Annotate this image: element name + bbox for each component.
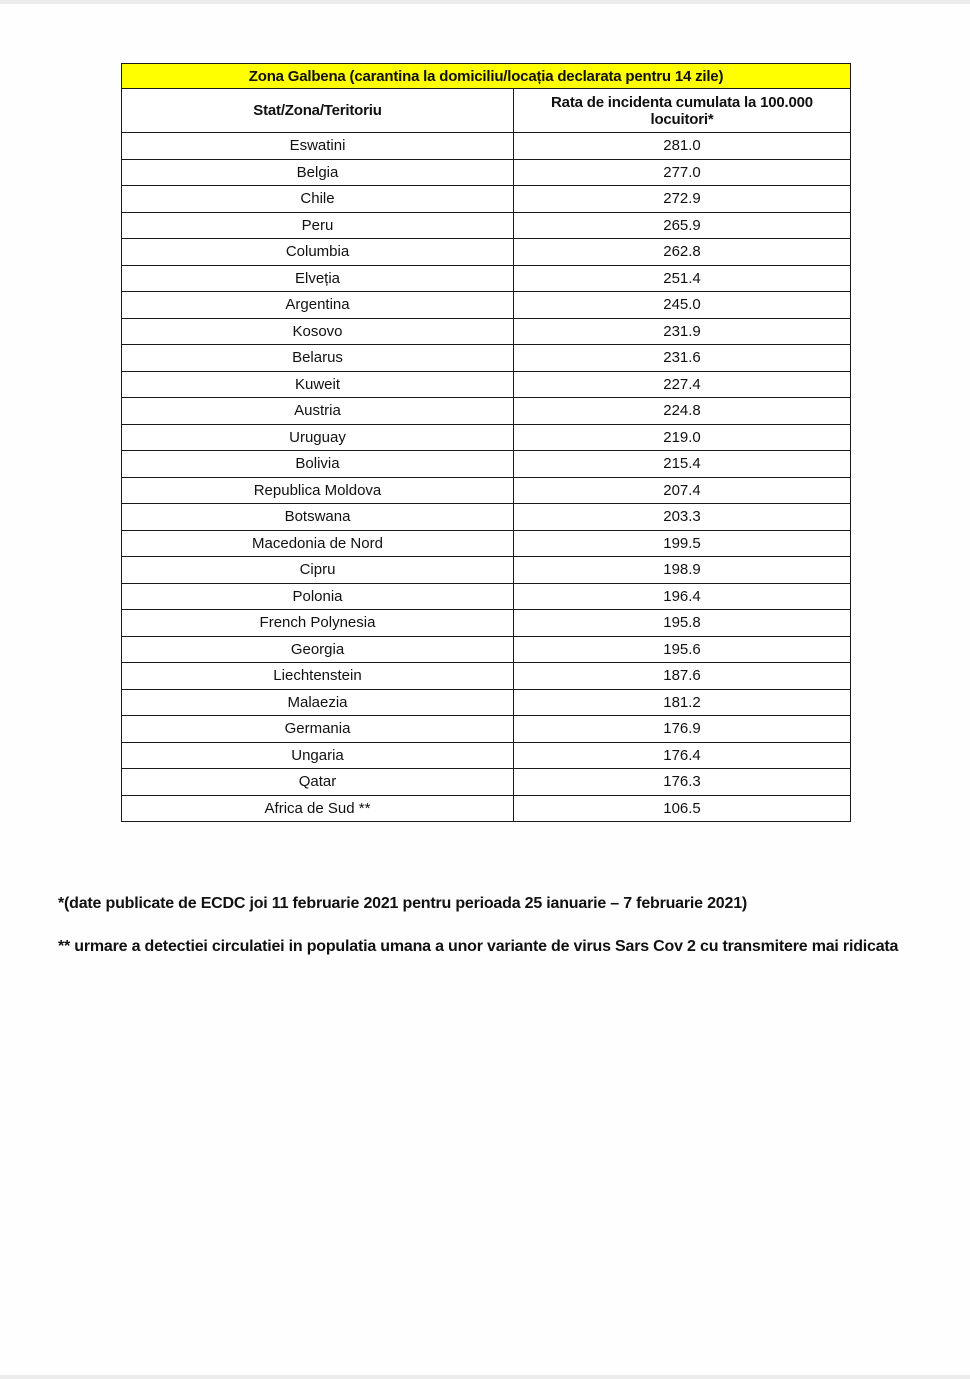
rate-cell: 265.9 bbox=[514, 212, 851, 239]
country-cell: Argentina bbox=[122, 292, 514, 319]
rate-cell: 231.6 bbox=[514, 345, 851, 372]
column-header-rate bbox=[514, 89, 851, 133]
table-row bbox=[122, 689, 851, 716]
footnote-variant: ** urmare a detectiei circulatiei in populatia umana a unor variante de virus Sars Cov 2 cu transmitere mai ridicata bbox=[58, 938, 899, 955]
table-row bbox=[122, 345, 851, 372]
table-row bbox=[122, 292, 851, 319]
rate-cell: 277.0 bbox=[514, 159, 851, 186]
country-cell: Uruguay bbox=[122, 424, 514, 451]
rate-cell: 272.9 bbox=[514, 186, 851, 213]
table-row bbox=[122, 133, 851, 160]
table-row bbox=[122, 159, 851, 186]
column-header-country: Stat/Zona/Teritoriu bbox=[122, 89, 514, 133]
country-cell: Chile bbox=[122, 186, 514, 213]
country-cell: Polonia bbox=[122, 583, 514, 610]
table-row bbox=[122, 371, 851, 398]
table-row bbox=[122, 265, 851, 292]
table-row bbox=[122, 318, 851, 345]
table-row bbox=[122, 795, 851, 822]
country-cell: Austria bbox=[122, 398, 514, 425]
rate-cell: 106.5 bbox=[514, 795, 851, 822]
table-row bbox=[122, 398, 851, 425]
table-title-row bbox=[122, 64, 851, 89]
table-row bbox=[122, 212, 851, 239]
table-row bbox=[122, 557, 851, 584]
country-cell: Georgia bbox=[122, 636, 514, 663]
table-row bbox=[122, 504, 851, 531]
rate-cell: 219.0 bbox=[514, 424, 851, 451]
country-cell: Republica Moldova bbox=[122, 477, 514, 504]
country-cell: Germania bbox=[122, 716, 514, 743]
country-cell: Belarus bbox=[122, 345, 514, 372]
table-row bbox=[122, 530, 851, 557]
country-cell: Africa de Sud ** bbox=[122, 795, 514, 822]
country-cell: Bolivia bbox=[122, 451, 514, 478]
rate-cell: 245.0 bbox=[514, 292, 851, 319]
table-row bbox=[122, 663, 851, 690]
rate-cell: 176.4 bbox=[514, 742, 851, 769]
country-cell: Macedonia de Nord bbox=[122, 530, 514, 557]
top-edge-strip bbox=[0, 0, 970, 4]
table-row bbox=[122, 186, 851, 213]
yellow-zone-table bbox=[121, 63, 851, 822]
footnote-source: *(date publicate de ECDC joi 11 februarie 2021 pentru perioada 25 ianuarie – 7 februarie 2021) bbox=[58, 895, 748, 912]
rate-cell: 227.4 bbox=[514, 371, 851, 398]
rate-cell: 251.4 bbox=[514, 265, 851, 292]
country-cell: Malaezia bbox=[122, 689, 514, 716]
country-cell: Eswatini bbox=[122, 133, 514, 160]
rate-cell: 176.3 bbox=[514, 769, 851, 796]
table-row bbox=[122, 610, 851, 637]
rate-cell: 224.8 bbox=[514, 398, 851, 425]
table-row bbox=[122, 239, 851, 266]
rate-cell: 176.9 bbox=[514, 716, 851, 743]
rate-cell: 181.2 bbox=[514, 689, 851, 716]
country-cell: Peru bbox=[122, 212, 514, 239]
country-cell: Elveția bbox=[122, 265, 514, 292]
rate-cell: 231.9 bbox=[514, 318, 851, 345]
table-row bbox=[122, 742, 851, 769]
yellow-zone-table-container bbox=[121, 63, 850, 822]
rate-cell: 195.8 bbox=[514, 610, 851, 637]
column-header-rate-text: Rata de incidenta cumulata la 100.000 locuitori* bbox=[551, 93, 813, 128]
country-cell: Ungaria bbox=[122, 742, 514, 769]
country-cell: French Polynesia bbox=[122, 610, 514, 637]
rate-cell: 262.8 bbox=[514, 239, 851, 266]
table-row bbox=[122, 636, 851, 663]
country-cell: Columbia bbox=[122, 239, 514, 266]
rate-cell: 215.4 bbox=[514, 451, 851, 478]
country-cell: Qatar bbox=[122, 769, 514, 796]
country-cell: Kosovo bbox=[122, 318, 514, 345]
table-row bbox=[122, 716, 851, 743]
table-title: Zona Galbena (carantina la domiciliu/locația declarata pentru 14 zile) bbox=[122, 64, 851, 89]
country-cell: Kuweit bbox=[122, 371, 514, 398]
country-cell: Botswana bbox=[122, 504, 514, 531]
table-row bbox=[122, 424, 851, 451]
rate-cell: 187.6 bbox=[514, 663, 851, 690]
table-row bbox=[122, 769, 851, 796]
rate-cell: 203.3 bbox=[514, 504, 851, 531]
rate-cell: 195.6 bbox=[514, 636, 851, 663]
table-row bbox=[122, 583, 851, 610]
table-row bbox=[122, 451, 851, 478]
table-header-row bbox=[122, 89, 851, 133]
footnotes bbox=[58, 890, 918, 976]
rate-cell: 198.9 bbox=[514, 557, 851, 584]
rate-cell: 199.5 bbox=[514, 530, 851, 557]
rate-cell: 196.4 bbox=[514, 583, 851, 610]
bottom-edge-strip bbox=[0, 1375, 970, 1379]
country-cell: Liechtenstein bbox=[122, 663, 514, 690]
country-cell: Cipru bbox=[122, 557, 514, 584]
rate-cell: 281.0 bbox=[514, 133, 851, 160]
table-row bbox=[122, 477, 851, 504]
rate-cell: 207.4 bbox=[514, 477, 851, 504]
country-cell: Belgia bbox=[122, 159, 514, 186]
